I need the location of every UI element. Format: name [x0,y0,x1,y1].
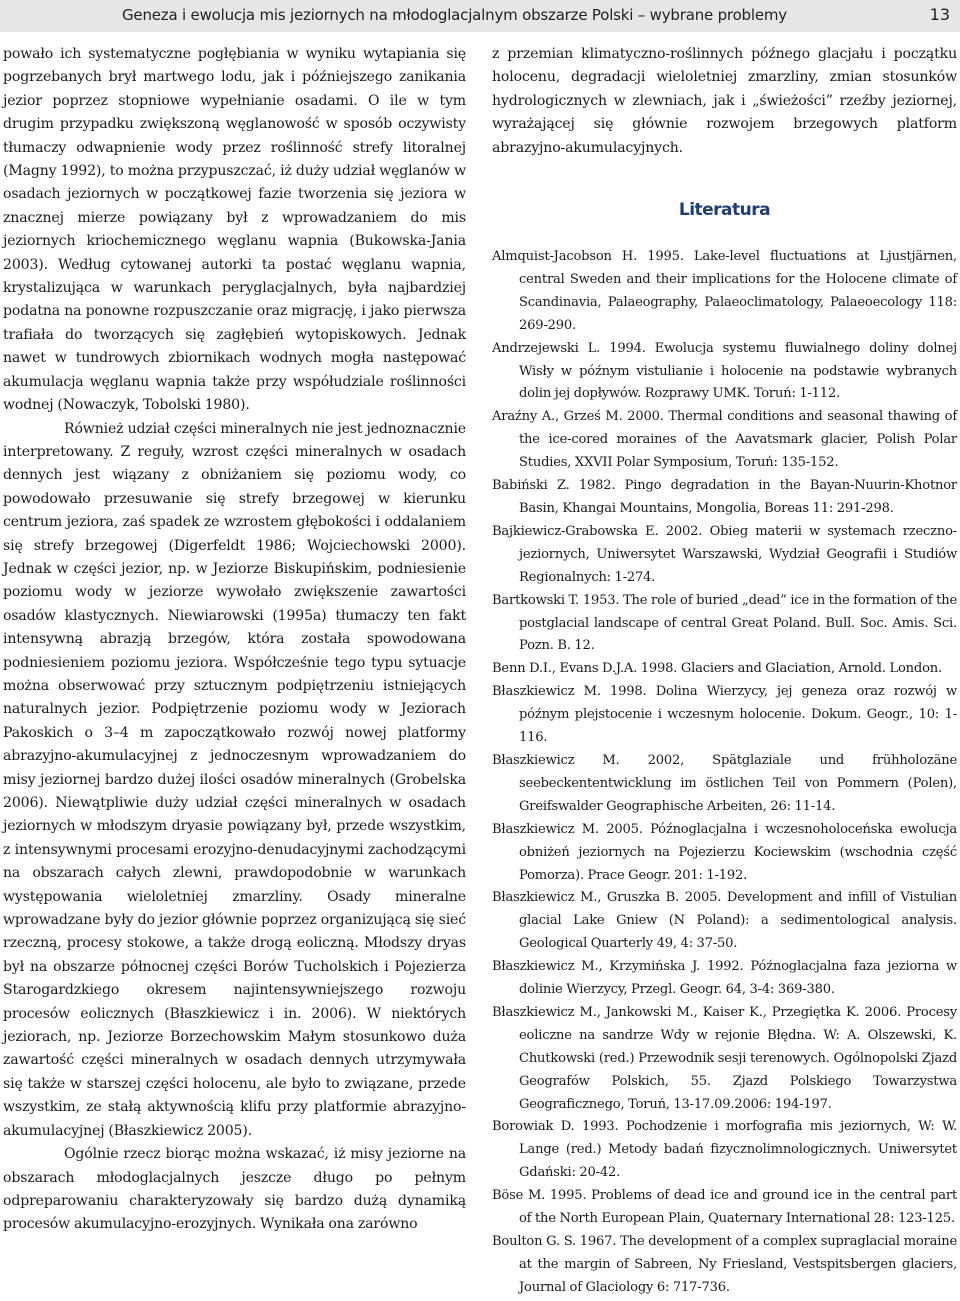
page-number: 13 [929,5,950,24]
reference-entry: Andrzejewski L. 1994. Ewolucja systemu fluwialnego doliny dolnej Wisły w późnym vistulianie i holocenie na podstawie wybranych dolin jej dopływów. Rozprawy UMK. Toruń: 1-112. [492,340,957,402]
running-header-title: Geneza i ewolucja mis jeziornych na młodoglacjalnym obszarze Polski – wybrane problemy [122,6,787,24]
reference-entry: Bartkowski T. 1953. The role of buried „dead” ice in the formation of the postglacial landscape of central Great Poland. Bull. Soc. Amis. Sci. Pozn. B. 12. [492,592,957,654]
reference-entry: Benn D.I., Evans D.J.A. 1998. Glaciers and Glaciation, Arnold. London. [492,661,942,677]
reference-entry: Błaszkiewicz M., Gruszka B. 2005. Development and infill of Vistulian glacial Lake Gniew (N Poland): a sedimentological analysis. Geological Quarterly 49, 4: 37-50. [492,890,957,952]
body-paragraph: z przemian klimatyczno-roślinnych późnego glacjału i początku holocenu, degradacji wieloletniej zmarzliny, zmian stosunków hydrologicznych w zlewniach, jak i „świeżości” rzeźby jeziornej, wyrażającej się głównie rozwojem brzegowych platform abrazyjno-akumulacyjnych. [492,46,957,156]
running-header [0,0,960,32]
reference-entry: Boulton G. S. 1967. The development of a complex supraglacial moraine at the margin of Sabreen, Ny Friesland, Vestspitsbergen glaciers, Journal of Glaciology 6: 717-736. [492,1234,957,1295]
reference-entry: Błaszkiewicz M., Jankowski M., Kaiser K., Przegiętka K. 2006. Procesy eoliczne na sandrze Wdy w rejonie Błędna. W: A. Olszewski, K. Chutkowski (red.) Przewodnik sesji terenowych. Ogólnopolski Zjazd Geografów Polskich, 55. Zjazd Polskiego Towarzystwa Geograficznego, Toruń, 13-17.09.2006: 194-197. [492,1004,957,1112]
reference-entry: Böse M. 1995. Problems of dead ice and ground ice in the central part of the North European Plain, Quaternary International 28: 123-125. [492,1188,957,1227]
reference-entry: Araźny A., Grześ M. 2000. Thermal conditions and seasonal thawing of the ice-cored moraines of the Aavatsmark glacier, Polish Polar Studies, XXVII Polar Symposium, Toruń: 135-152. [492,409,957,471]
reference-entry: Babiński Z. 1982. Pingo degradation in the Bayan-Nuurin-Khotnor Basin, Khangai Mountains, Mongolia, Boreas 11: 291-298. [492,478,957,516]
reference-entry: Błaszkiewicz M., Krzymińska J. 1992. Późnoglacjalna faza jeziorna w dolinie Wierzycy, Przegl. Geogr. 64, 3-4: 369-380. [492,959,957,998]
reference-entry: Borowiak D. 1993. Pochodzenie i morfografia mis jeziornych, W: W. Lange (red.) Metody badań fizycznolimnologicznych. Uniwersytet Gdański: 20-42. [492,1119,957,1181]
reference-entry: Błaszkiewicz M. 2002, Spätglaziale und frühholozäne seebeckententwicklung im östlichen Teil von Pommern (Polen), Greifswalder Geographische Arbeiten, 26: 11-14. [492,752,957,814]
reference-entry: Almquist-Jacobson H. 1995. Lake-level fluctuations at Ljustjärnen, central Sweden and their implications for the Holocene climate of Scandinavia, Palaeography, Palaeoclimatology, Palaeoecology 118: 269-290. [492,249,957,333]
body-paragraph: Również udział części mineralnych nie jest jednoznacznie interpretowany. Z reguły, wzrost części mineralnych w osadach dennych jest wiązany z obniżaniem się poziomu wody, co powodowało przesuwanie się strefy brzegowej w kierunku centrum jeziora, zaś spadek ze wzrostem głębokości i oddalaniem się strefy brzegowej (Digerfeldt 1986; Wojciechowski 2000). Jednak w części jezior, np. w Jeziorze Biskupińskim, podniesienie poziomu wody w jeziorze wywołało zwiększenie zawartości osadów klastycznych. Niewiarowski (1995a) tłumaczy ten fakt intensywną abrazją brzegów, która została spowodowana podniesieniem poziomu jeziora. Współcześnie tego typu sytuacje można obserwować przy sztucznym podpiętrzeniu istniejących naturalnych jezior. Podpiętrzenie poziomu wody w Jeziorach Pakoskich o 3–4 m zapoczątkowało rozwój nowej platformy abrazyjno-akumulacyjnej z jednoczesnym wprowadzaniem do misy jeziornej bardzo dużej ilości osadów mineralnych (Grobelska 2006). Niewątpliwie duży udział części mineralnych w osadach jeziornych w młodszym dryasie powiązany był, przede wszystkim, z intensywnymi procesami erozyjno-denudacyjnymi zachodzącymi na obszarach całych zlewni, prawdopodobnie w warunkach występowania wieloletniej zmarzliny. Osady mineralne wprowadzane były do jezior głównie poprzez organizującą się sieć rzeczną, procesy stokowe, a także drogą eoliczną. Młodszy dryas był na obszarze północnej części Borów Tucholskich i Pojezierza Starogardzkiego okresem najintensywniejszego rozwoju procesów eolicznych (Błaszkiewicz i in. 2006). W niektórych jeziorach, np. Jeziorze Borzechowskim Małym stosunkowo duża zawartość części mineralnych w osadach dennych utrzymywała się także w starszej części holocenu, ale było to związane, przede wszystkim, ze stałą aktywnością klifu przy platformie abrazyjno-akumulacyjnej (Błaszkiewicz 2005). [3,420,466,1139]
body-paragraph: Ogólnie rzecz biorąc można wskazać, iż misy jeziorne na obszarach młodoglacjalnych jeszcze długo po pełnym odpreparowaniu charakteryzowały się bardzo dużą dynamiką procesów akumulacyjno-erozyjnych. Wynikała ona zarówno [3,1146,466,1233]
bibliography-heading: Literatura [678,200,771,221]
reference-list [492,246,957,1300]
body-paragraph: powało ich systematyczne pogłębiania w wyniku wytapiania się pogrzebanych brył martwego lodu, jak i późniejszego zanikania jezior poprzez stopniowe wypełnianie osadami. O ile w tym drugim przypadku zwiększoną węglanowość w sposób oczywisty tłumaczy odwapnienie wody przez roślinność strefy litoralnej (Magny 1992), to można przypuszczać, iż duży udział węglanów w osadach jeziornych w początkowej fazie tworzenia się jeziora w znacznej mierze powiązany był z wprowadzaniem do mis jeziornych kriochemicznego węglanu wapnia (Bukowska-Jania 2003). Według cytowanej autorki ta postać węglanu wapnia, krystalizująca w warunkach peryglacjalnych, była najbardziej podatna na ponowne rozpuszczanie oraz migrację, i jako pierwsza trafiała do tworzących się zagłębień wytopiskowych. Jednak nawet w tundrowych zbiornikach wodnych mogła następować akumulacja węglanu wapnia także przy współudziale roślinności wodnej (Nowaczyk, Tobolski 1980). [3,46,466,414]
left-text-column [3,43,466,1237]
right-text-column [492,43,957,1300]
reference-entry: Błaszkiewicz M. 1998. Dolina Wierzycy, jej geneza oraz rozwój w późnym plejstocenie i wczesnym holocenie. Dokum. Geogr., 10: 1-116. [492,684,957,746]
reference-entry: Błaszkiewicz M. 2005. Późnoglacjalna i wczesnoholoceńska ewolucja obniżeń jeziornych na Pojezierzu Kociewskim (wschodnia część Pomorza). Prace Geogr. 201: 1-192. [492,821,957,883]
reference-entry: Bajkiewicz-Grabowska E. 2002. Obieg materii w systemach rzeczno-jeziornych, Uniwersytet Warszawski, Wydział Geografii i Studiów Regionalnych: 1-274. [492,523,957,585]
